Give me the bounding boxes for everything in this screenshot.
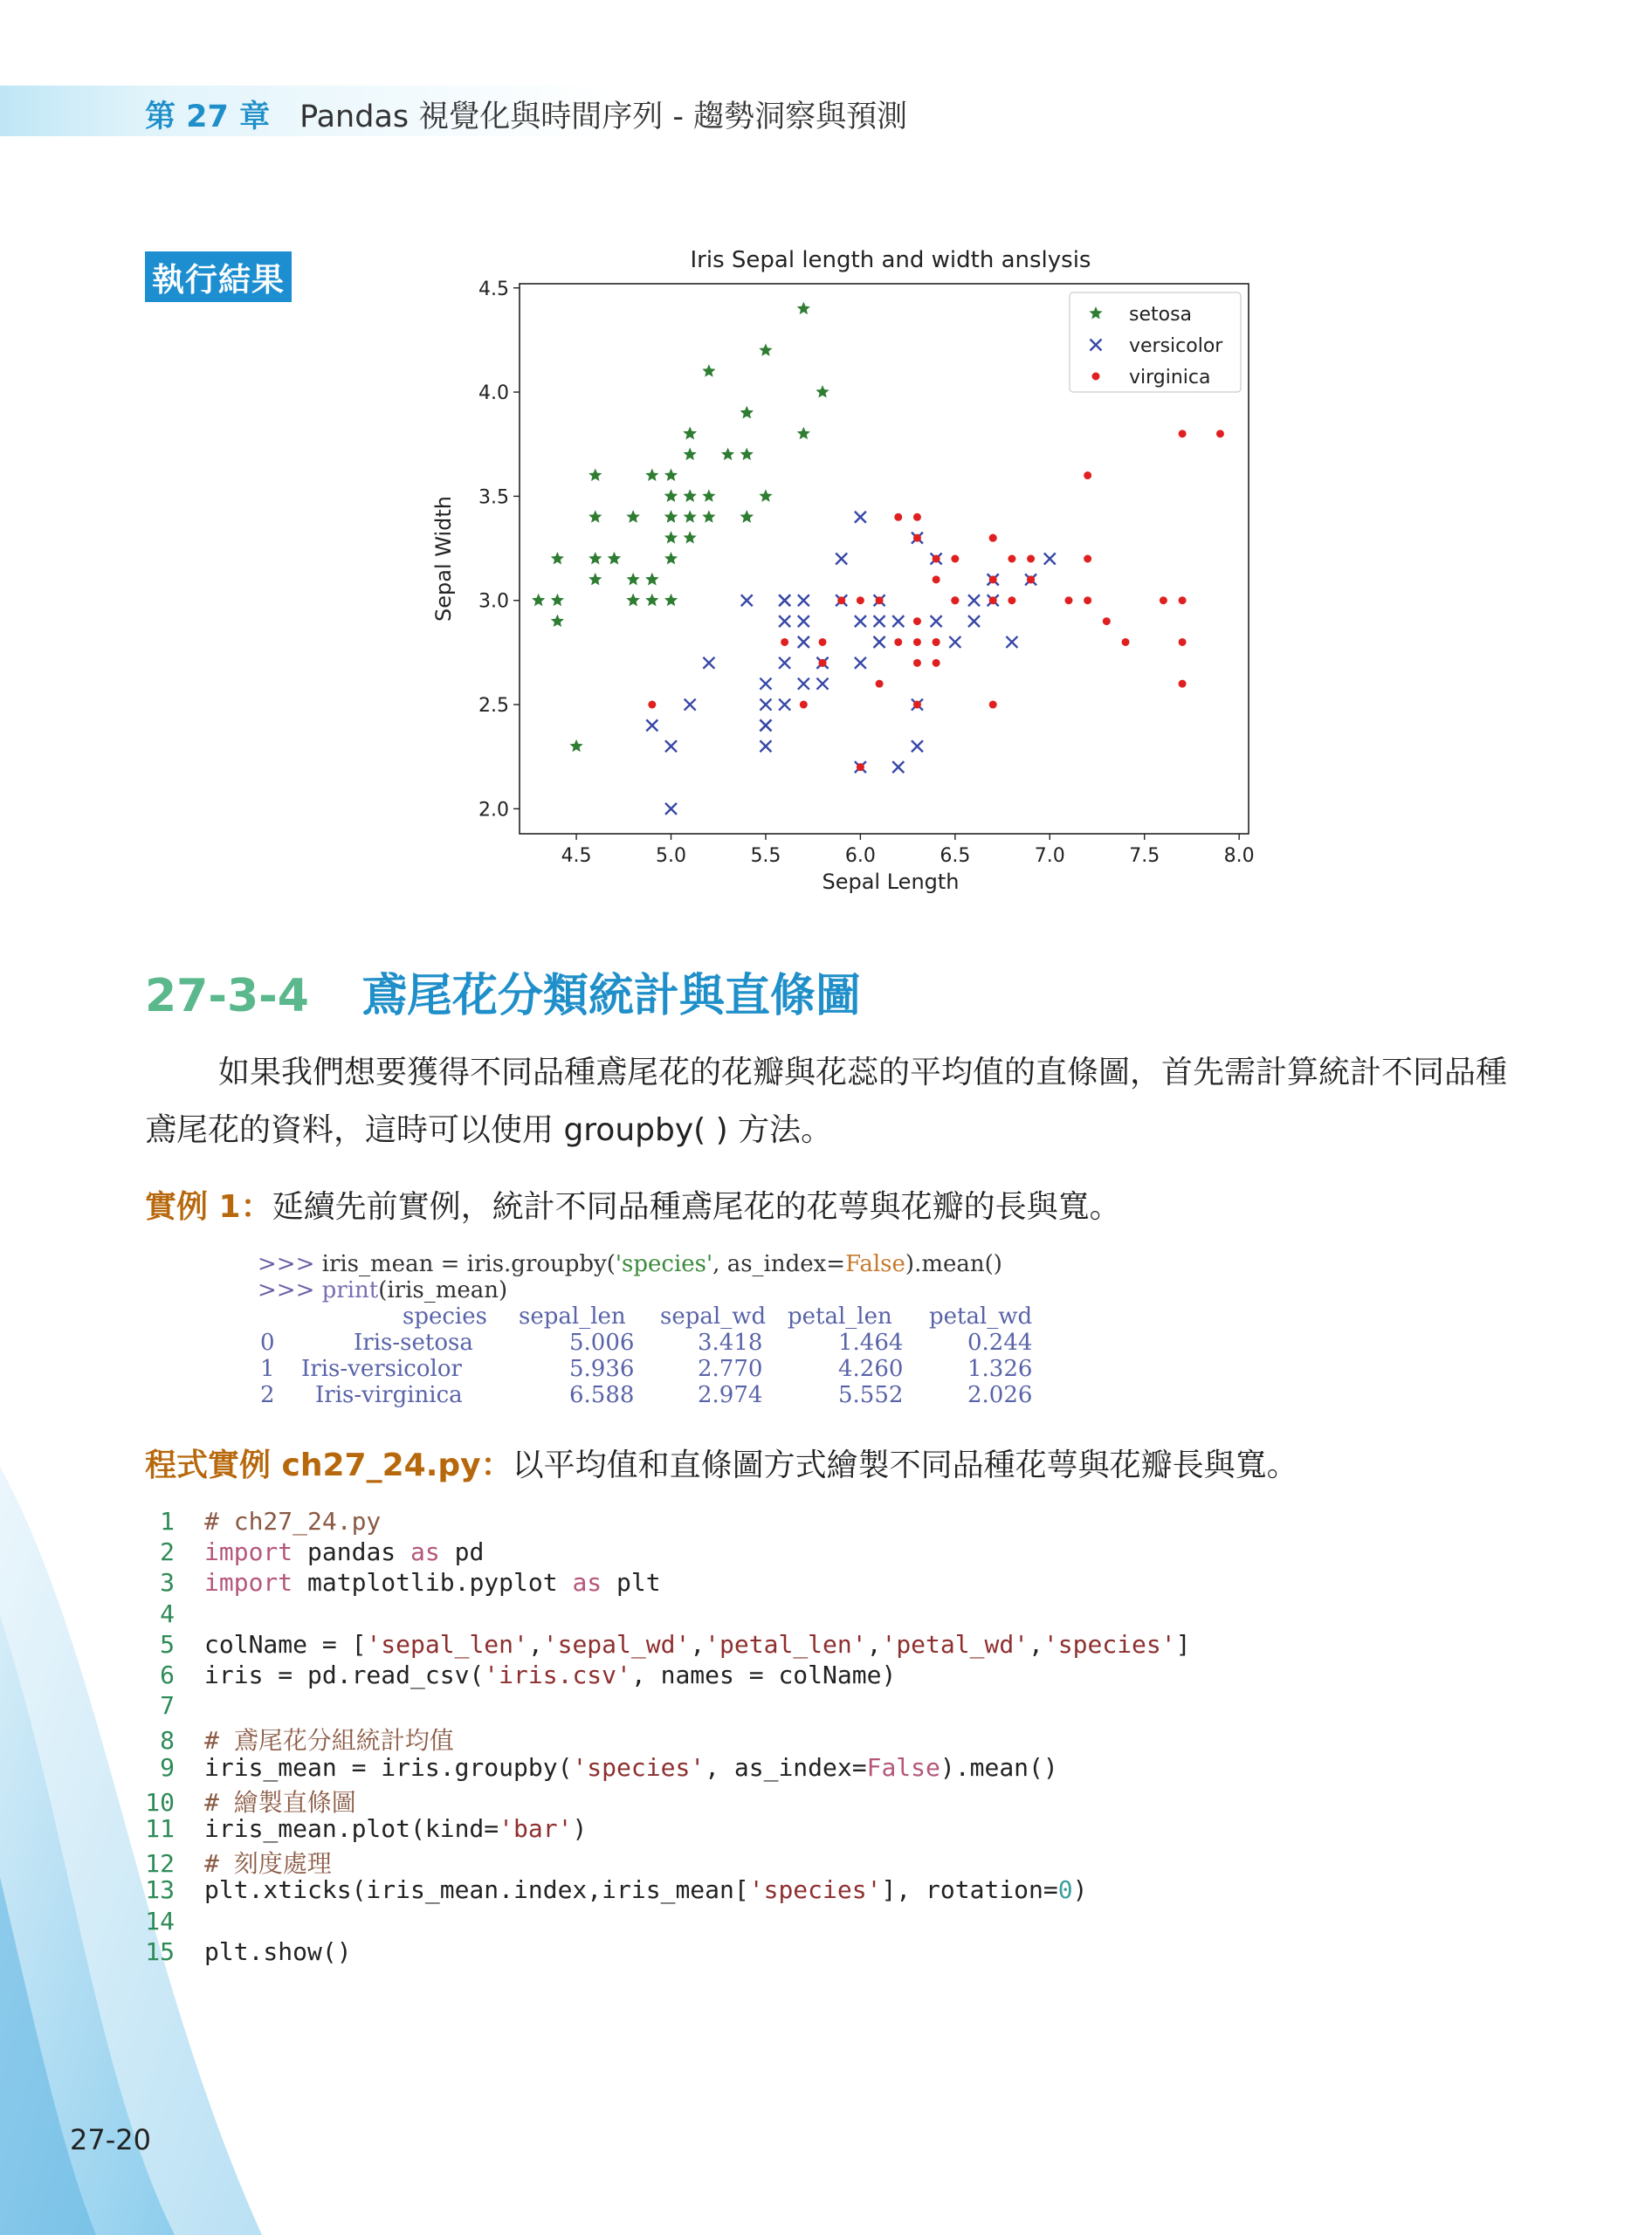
x-tick-label: 7.0 [1034,845,1065,867]
code-token: import [204,1568,293,1598]
virginica-point [781,638,788,646]
table-cell: 2 [260,1382,275,1408]
virginica-point [913,638,921,646]
table-cell: Iris-versicolor [301,1356,462,1382]
virginica-point [876,596,884,604]
line-number: 13 [145,1875,175,1905]
table-cell: 5.936 [569,1356,635,1382]
code-line [145,1875,1087,1906]
section-heading [145,959,861,1024]
code-token: , [1029,1629,1043,1659]
code-token: ).mean() [940,1752,1058,1782]
virginica-point [951,555,959,563]
virginica-point [913,701,921,709]
code-token: matplotlib.pyplot [293,1568,573,1598]
console-code: , as_index= [712,1251,846,1277]
virginica-point [894,638,902,646]
code-line [145,1568,661,1599]
virginica-point [819,638,827,646]
table-header: petal_wd [929,1303,1033,1330]
code-line [145,1691,204,1722]
virginica-point [989,596,997,604]
virginica-point [894,513,902,521]
code-line [145,1753,1058,1784]
result-label: 執行結果 [145,251,292,302]
virginica-point [857,596,864,604]
x-tick-label: 6.5 [940,845,971,867]
virginica-point [1084,471,1091,479]
code-line [145,1661,896,1691]
code-token: # ch27_24.py [204,1507,382,1536]
plot-area [478,279,1255,867]
example-2-label: 程式實例 ch27_24.py： [145,1448,513,1483]
legend-label: virginica [1129,367,1211,389]
code-token: colName = [ [204,1629,367,1659]
line-number: 6 [160,1661,175,1689]
body-paragraph: 如果我們想要獲得不同品種鳶尾花的花瓣與花蕊的平均值的直條圖，首先需計算統計不同品種鳶尾花的資料，這時可以使用 groupby( ) 方法。 [145,1055,1508,1148]
example-2-heading [145,1441,1298,1485]
table-cell: 0 [260,1330,275,1356]
code-token: 0 [1057,1875,1073,1905]
y-tick-label: 4.5 [478,278,509,300]
line-number: 2 [160,1537,175,1567]
table-header: sepal_len [519,1303,626,1330]
virginica-point [989,575,997,583]
code-token: , names = colName) [630,1661,897,1689]
example-1-text: 延續先前實例，統計不同品種鳶尾花的花萼與花瓣的長與寬。 [272,1189,1121,1225]
code-token: 'iris.csv' [484,1661,631,1689]
code-line [145,1537,484,1568]
code-token: ) [572,1814,588,1843]
table-cell: 0.244 [967,1330,1033,1356]
code-token: , [690,1629,706,1659]
code-token: iris_mean = iris.groupby( [204,1752,573,1782]
code-line [145,1814,587,1845]
line-number: 3 [160,1568,175,1598]
code-token: # 刻度處理 [204,1849,332,1879]
console-code: (iris_mean) [378,1277,508,1303]
table-cell: 5.552 [838,1382,904,1408]
line-number: 9 [160,1752,175,1782]
virginica-point [913,534,921,542]
virginica-point [989,701,997,709]
virginica-point [951,596,959,604]
line-number: 15 [145,1936,175,1966]
example-2-text: 以平均值和直條圖方式繪製不同品種花萼與花瓣長與寬。 [512,1448,1298,1483]
virginica-point [989,534,997,542]
code-token: , [866,1629,882,1659]
console-code: ).mean() [905,1251,1002,1277]
y-tick-label: 4.0 [478,382,509,405]
virginica-point [1084,555,1091,563]
virginica-point [1179,596,1187,604]
table-cell: 1.326 [967,1356,1033,1382]
chapter-label: 第 27 章 [145,100,271,134]
table-cell: 2.770 [698,1356,763,1382]
line-number: 7 [160,1691,175,1721]
legend-label: versicolor [1129,335,1223,357]
virginica-point [933,575,940,583]
x-tick-label: 7.5 [1129,845,1160,867]
console-code: iris_mean = iris.groupby( [314,1251,616,1277]
page-number: 27-20 [70,2123,151,2156]
code-token: ) [1072,1875,1088,1905]
code-token: pd [439,1537,485,1567]
code-token: 'bar' [499,1814,573,1843]
virginica-point [1008,555,1015,563]
virginica-point [1160,596,1167,604]
x-axis-label: Sepal Length [822,870,960,894]
table-cell: 6.588 [569,1382,635,1408]
code-token: 'species' [748,1875,882,1905]
console-prompt: >>> [258,1251,315,1277]
code-token: , as_index= [705,1752,867,1782]
line-number: 12 [145,1849,175,1879]
virginica-point [933,638,940,646]
code-token: 'petal_len' [705,1629,867,1659]
legend-label: setosa [1129,304,1193,326]
y-tick-label: 2.5 [478,695,509,718]
code-token: 'sepal_wd' [542,1629,691,1659]
code-token: plt [602,1568,661,1598]
code-token: iris = pd.read_csv( [204,1661,485,1689]
console-keyword: False [845,1251,905,1277]
table-header: petal_len [788,1303,892,1330]
virginica-point [857,763,864,771]
line-number: 1 [160,1507,175,1536]
line-number: 8 [160,1726,175,1756]
code-line [145,1507,381,1537]
code-line [145,1784,356,1817]
console-function: print [321,1277,379,1303]
console-prompt: >>> [258,1277,315,1303]
code-line [145,1722,454,1756]
table-header: sepal_wd [660,1303,767,1330]
table-header: species [403,1303,487,1330]
code-token: iris_mean.plot(kind= [204,1814,499,1843]
line-number: 5 [160,1629,175,1659]
table-cell: 3.418 [698,1330,763,1356]
x-tick-label: 5.0 [656,845,687,867]
example-1-label: 實例 1： [145,1189,272,1225]
virginica-point [1027,575,1035,583]
virginica-point [1179,680,1187,688]
virginica-point [1216,430,1224,437]
code-token: False [866,1752,940,1782]
virginica-point [1103,617,1111,625]
chapter-title: Pandas 視覺化與時間序列 - 趨勢洞察與預測 [299,100,908,134]
code-line [145,1907,204,1937]
line-number: 4 [160,1599,175,1628]
line-number: 14 [145,1906,175,1936]
y-tick-label: 3.5 [478,486,509,509]
code-line [145,1937,352,1968]
code-token: import [204,1537,293,1567]
table-cell: 5.006 [569,1330,635,1356]
x-tick-label: 8.0 [1223,845,1255,867]
table-cell: 1.464 [838,1330,904,1356]
code-line [145,1845,332,1879]
table-cell: Iris-virginica [315,1382,463,1408]
virginica-point [913,617,921,625]
code-line [145,1630,1190,1661]
console-line-2 [258,1277,507,1303]
virginica-point [876,680,884,688]
virginica-point [819,659,827,667]
code-line [145,1599,204,1630]
virginica-point [1084,596,1091,604]
table-cell: 1 [260,1356,275,1382]
code-token: 'sepal_len' [366,1629,528,1659]
section-number: 27-3-4 [145,970,309,1022]
code-token: 'petal_wd' [881,1629,1029,1659]
virginica-point [933,659,940,667]
virginica-point [1122,638,1130,646]
table-cell: 4.260 [838,1356,904,1382]
code-token: 'species' [572,1752,706,1782]
code-token: ], rotation= [881,1875,1058,1905]
virginica-point [648,701,656,709]
example-1-heading [145,1182,1121,1227]
virginica-point [1064,596,1072,604]
code-token: pandas [293,1537,411,1567]
code-token: plt.xticks(iris_mean.index,iris_mean[ [204,1875,749,1905]
line-number: 10 [145,1787,175,1817]
x-tick-label: 5.5 [750,845,781,867]
legend-marker-virginica [1092,373,1100,381]
code-token: 'species' [1043,1629,1176,1659]
code-token: ] [1175,1629,1191,1659]
table-cell: 2.974 [698,1382,763,1408]
virginica-point [913,513,921,521]
virginica-point [837,596,845,604]
code-token: # 鳶尾花分組統計均值 [204,1726,454,1756]
x-tick-label: 4.5 [561,845,592,867]
table-cell: 2.026 [967,1382,1033,1408]
section-title: 鳶尾花分類統計與直條圖 [361,970,861,1022]
code-token: , [527,1629,543,1659]
virginica-point [1179,430,1187,437]
virginica-point [1179,638,1187,646]
line-number: 11 [145,1814,175,1843]
table-cell: Iris-setosa [354,1330,473,1356]
virginica-point [1027,555,1035,563]
y-axis-label: Sepal Width [431,496,456,622]
code-token: as [410,1537,440,1567]
y-tick-label: 2.0 [478,799,509,822]
virginica-point [913,659,921,667]
console-line-1 [258,1251,1002,1277]
virginica-point [800,701,808,709]
y-tick-label: 3.0 [478,590,509,613]
chart-title: Iris Sepal length and width anslysis [690,247,1091,273]
chapter-header [145,93,907,136]
console-string: 'species' [615,1251,713,1277]
code-token: plt.show() [204,1936,352,1966]
code-token: as [572,1568,602,1598]
virginica-point [933,555,940,563]
code-token: # 繪製直條圖 [204,1787,356,1817]
virginica-point [1008,596,1015,604]
scatter-chart [419,236,1292,908]
x-tick-label: 6.0 [844,845,876,867]
